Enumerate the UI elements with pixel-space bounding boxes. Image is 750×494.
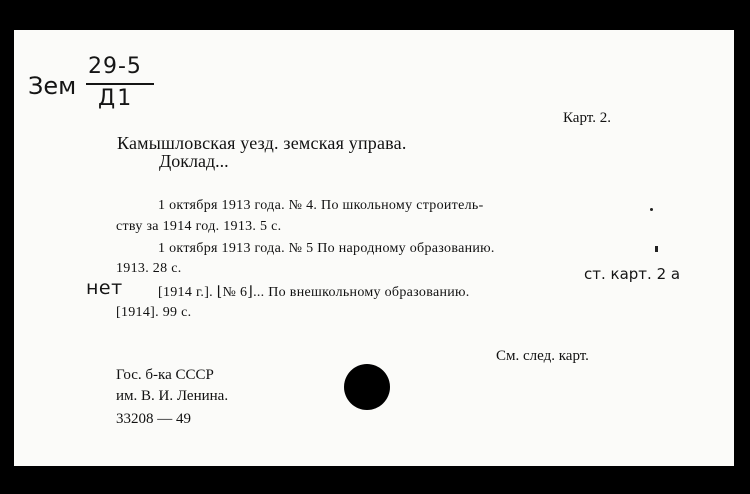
entry-line: 1 октября 1913 года. № 5 По народному образованию. [158, 241, 495, 256]
entry-line: [1914 г.]. ⌊№ 6⌋... По внешкольному образованию. [158, 285, 470, 300]
shelfmark-prefix: Зем [28, 72, 77, 100]
entry-line: 1 октября 1913 года. № 4. По школьному строитель- [158, 198, 484, 213]
library-stamp-line: 33208 — 49 [116, 411, 191, 427]
ink-mark [650, 208, 653, 211]
library-stamp-line: им. В. И. Ленина. [116, 388, 229, 404]
shelfmark-fraction-line [86, 83, 154, 85]
shelfmark-numerator: 29-5 [88, 54, 142, 79]
card-title: Камышловская уезд. земская управа. [117, 133, 407, 153]
entry-line: ству за 1914 год. 1913. 5 с. [116, 219, 282, 234]
punch-hole [344, 364, 390, 410]
library-stamp-line: Гос. б-ка СССР [116, 367, 214, 383]
catalog-card [14, 30, 734, 466]
handwritten-note-see-card: ст. карт. 2 а [584, 265, 681, 283]
card-number: Карт. 2. [563, 110, 611, 126]
shelfmark-denominator: Д1 [98, 86, 134, 111]
ink-mark [655, 246, 658, 252]
handwritten-note-none: нет [86, 277, 123, 299]
entry-line: [1914]. 99 с. [116, 305, 192, 320]
see-next-card: См. след. карт. [496, 348, 589, 364]
card-subtitle: Доклад... [159, 151, 229, 171]
entry-line: 1913. 28 с. [116, 261, 182, 276]
